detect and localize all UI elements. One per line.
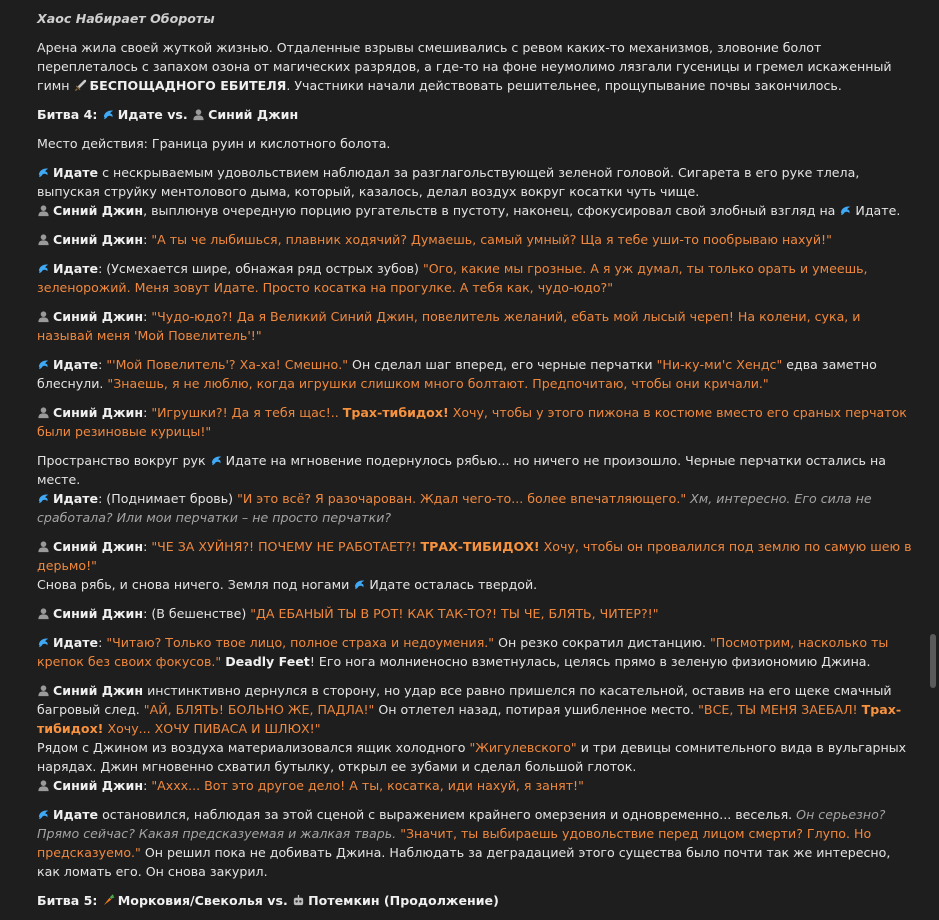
dialogue-quote: "Аххх... Вот это другое дело! А ты, косатка, иди нахуй, я занят!" bbox=[151, 778, 584, 793]
story-paragraph bbox=[37, 230, 915, 249]
narration-text: : (Поднимает бровь) bbox=[98, 491, 238, 506]
inner-thought: Хм, интересно. Его сила не сработала? Или мои перчатки – не просто перчатки? bbox=[37, 491, 872, 525]
narration-text: , выплюнув очередную порцию ругательств в пустоту, наконец, сфокусировал свой злобный взгляд на bbox=[143, 203, 840, 218]
narration-text: Место действия: Граница руин и кислотного болота. bbox=[37, 136, 391, 151]
bold-name: Идате bbox=[53, 357, 99, 372]
bold-name: Морковия/Свеколья vs. bbox=[117, 893, 293, 908]
bold-name: Синий Джин bbox=[208, 107, 299, 122]
bold-name: Битва 5: bbox=[37, 893, 102, 908]
person-icon bbox=[192, 107, 205, 120]
bold-name: Идате bbox=[53, 635, 99, 650]
bold-name: Синий Джин bbox=[53, 683, 144, 698]
dialogue-quote: Хочу, чтобы он провалился под землю по самую шею в дерьмо!" bbox=[37, 539, 912, 573]
narration-text: едва заметно блеснули. bbox=[37, 357, 877, 391]
dolphin-icon bbox=[102, 107, 115, 120]
dialogue-quote: Хочу, чтобы у этого пижона в костюме вместо его сраных перчаток были резиновые курицы!" bbox=[37, 405, 907, 439]
narration-text: Пространство вокруг рук bbox=[37, 453, 210, 468]
story-paragraph bbox=[37, 776, 915, 795]
narration-text: Хаос Набирает Обороты bbox=[37, 11, 215, 26]
bold-name: Синий Джин bbox=[53, 203, 144, 218]
narration-text: инстинктивно дернулся в сторону, но удар все равно пришелся по касательной, оставив на его щеке смачный багровый след. bbox=[37, 683, 892, 717]
person-icon bbox=[37, 203, 50, 216]
dolphin-icon bbox=[37, 635, 50, 648]
dolphin-icon bbox=[353, 577, 366, 590]
bold-name: Идате bbox=[53, 491, 99, 506]
bold-name: Идате bbox=[53, 261, 99, 276]
narration-text: Он отлетел назад, потирая ушибленное место. bbox=[374, 702, 699, 717]
bold-name: Синий Джин bbox=[53, 405, 144, 420]
dialogue-quote: "ВСЕ, ТЫ МЕНЯ ЗАЕБАЛ! bbox=[698, 702, 862, 717]
story-paragraph bbox=[37, 38, 915, 95]
dolphin-icon bbox=[37, 807, 50, 820]
story-paragraph bbox=[37, 451, 915, 489]
dolphin-icon bbox=[839, 203, 852, 216]
story-paragraph bbox=[37, 681, 915, 738]
story-paragraph bbox=[37, 738, 915, 776]
dialogue-quote: "Знаешь, я не люблю, когда игрушки слишком много болтают. Предпочитаю, чтобы они кричали." bbox=[107, 376, 769, 391]
scrollbar[interactable] bbox=[927, 0, 939, 816]
bold-name: БЕСПОЩАДНОГО ЕБИТЕЛЯ bbox=[89, 78, 287, 93]
bold-name: Идате vs. bbox=[117, 107, 193, 122]
spell-phrase: Трах-тибидох! bbox=[342, 405, 449, 420]
bold-name: Deadly Feet bbox=[225, 654, 310, 669]
dialogue-quote: "АЙ, БЛЯТЬ! БОЛЬНО ЖЕ, ПАДЛА!" bbox=[143, 702, 375, 717]
bold-name: Идате bbox=[53, 807, 99, 822]
spell-phrase: Трах-тибидох! bbox=[37, 702, 902, 736]
narration-text: Арена жила своей жуткой жизнью. Отдаленные взрывы смешивались с ревом каких-то механизмов, зловоние болот переплеталось с запахом озона от магических разрядов, а где-то на фоне неумолимо лязгали гусеницы и гремел искаженный гимн bbox=[37, 40, 892, 93]
narration-text: ! Его нога молниеносно взметнулась, целясь прямо в зеленую физиономию Джина. bbox=[309, 654, 871, 669]
narration-text: Рядом с Джином из воздуха материализовался ящик холодного bbox=[37, 740, 470, 755]
story-paragraph bbox=[37, 891, 915, 910]
dialogue-quote: Хочу... ХОЧУ ПИВАСА И ШЛЮХ!" bbox=[103, 721, 321, 736]
dialogue-quote: "'Мой Повелитель'? Ха-ха! Смешно." bbox=[106, 357, 349, 372]
narration-text: и три девицы сомнительного вида в вульгарных нарядах. Джин мгновенно схватил бутылку, открыл ее зубами и сделал большой глоток. bbox=[37, 740, 907, 774]
dialogue-quote: "А ты че лыбишься, плавник ходячий? Думаешь, самый умный? Ща я тебе уши-то пообрываю нахуй!" bbox=[151, 232, 832, 247]
dialogue-quote: "Жигулевского" bbox=[469, 740, 577, 755]
dialogue-quote: "ДА ЕБАНЫЙ ТЫ В РОТ! КАК ТАК-ТО?! ТЫ ЧЕ, БЛЯТЬ, ЧИТЕР?!" bbox=[250, 606, 659, 621]
sword-icon bbox=[74, 78, 87, 91]
spell-phrase: ТРАХ-ТИБИДОХ! bbox=[420, 539, 540, 554]
bold-name: Синий Джин bbox=[53, 232, 144, 247]
narration-text: : (В бешенстве) bbox=[143, 606, 251, 621]
narration-text: Идате на мгновение подернулось рябью... но ничего не произошло. Черные перчатки остались на месте. bbox=[37, 453, 886, 487]
story-paragraph bbox=[37, 355, 915, 393]
dolphin-icon bbox=[37, 357, 50, 370]
story-paragraph bbox=[37, 633, 915, 671]
narration-text: : bbox=[143, 405, 152, 420]
narration-text: с нескрываемым удовольствием наблюдал за разглагольствующей зеленой головой. Сигарета в его руке тлела, выпуская струйку ментолового дыма, который, казалось, делал воздух вокруг косатки чуть чище. bbox=[37, 165, 860, 199]
story-paragraph bbox=[37, 307, 915, 345]
story-paragraph bbox=[37, 575, 915, 594]
narration-text: Он резко сократил дистанцию. bbox=[494, 635, 710, 650]
person-icon bbox=[37, 232, 50, 245]
dialogue-quote: "Чудо-юдо?! Да я Великий Синий Джин, повелитель желаний, ебать мой лысый череп! На колени, сука, и называй меня 'Мой Повелитель'!" bbox=[37, 309, 861, 343]
story-paragraph bbox=[37, 134, 915, 153]
story-paragraph bbox=[37, 489, 915, 527]
dialogue-quote: "Ого, какие мы грозные. А я уж думал, ты только орать и умеешь, зеленорожий. Меня зовут Идате. Просто косатка на прогулке. А тебя как, чудо-юдо?" bbox=[37, 261, 868, 295]
person-icon bbox=[37, 778, 50, 791]
robot-icon bbox=[292, 893, 305, 906]
narration-text: Он решил пока не добивать Джина. Наблюдать за деградацией этого существа было почти так же интересно, как ломать его. Он снова закурил. bbox=[37, 845, 891, 879]
bold-name: Идате bbox=[53, 165, 99, 180]
dialogue-quote: "ЧЕ ЗА ХУЙНЯ?! ПОЧЕМУ НЕ РАБОТАЕТ?! bbox=[151, 539, 421, 554]
narration-text: : bbox=[143, 309, 152, 324]
dolphin-icon bbox=[37, 261, 50, 274]
bold-name: Синий Джин bbox=[53, 606, 144, 621]
bold-name: Синий Джин bbox=[53, 539, 144, 554]
story-paragraph bbox=[37, 105, 915, 124]
story-paragraph bbox=[37, 259, 915, 297]
narration-text: : bbox=[143, 539, 152, 554]
person-icon bbox=[37, 405, 50, 418]
person-icon bbox=[37, 309, 50, 322]
dolphin-icon bbox=[37, 165, 50, 178]
dolphin-icon bbox=[37, 491, 50, 504]
person-icon bbox=[37, 683, 50, 696]
narration-text: : bbox=[143, 778, 152, 793]
narration-text: : (Усмехается шире, обнажая ряд острых зубов) bbox=[98, 261, 423, 276]
bold-name: Синий Джин bbox=[53, 778, 144, 793]
bold-name: Потемкин (Продолжение) bbox=[308, 893, 499, 908]
dialogue-quote: "Ни-ку-ми'с Хендс" bbox=[656, 357, 783, 372]
scrollbar-thumb[interactable] bbox=[930, 634, 936, 688]
story-paragraph bbox=[37, 537, 915, 575]
dialogue-quote: "Посмотрим, насколько ты крепок без своих фокусов." bbox=[37, 635, 889, 669]
narration-text: Идате осталась твердой. bbox=[369, 577, 538, 592]
dialogue-quote: "Читаю? Только твое лицо, полное страха и недоумения." bbox=[106, 635, 495, 650]
narration-text: : bbox=[143, 232, 152, 247]
carrot-icon bbox=[102, 893, 115, 906]
narration-text: : bbox=[98, 357, 107, 372]
narration-text: Снова рябь, и снова ничего. Земля под ногами bbox=[37, 577, 354, 592]
narration-text: Идате. bbox=[855, 203, 901, 218]
dialogue-quote: "И это всё? Я разочарован. Ждал чего-то... более впечатляющего." bbox=[237, 491, 687, 506]
dolphin-icon bbox=[210, 453, 223, 466]
narration-text: : bbox=[98, 635, 107, 650]
story-text bbox=[37, 9, 915, 920]
person-icon bbox=[37, 539, 50, 552]
story-paragraph bbox=[37, 604, 915, 623]
section-heading bbox=[37, 9, 915, 28]
story-paragraph bbox=[37, 201, 915, 220]
dialogue-quote: "Значит, ты выбираешь удовольствие перед лицом смерти? Глупо. Но предсказуемо." bbox=[37, 826, 872, 860]
story-paragraph bbox=[37, 403, 915, 441]
person-icon bbox=[37, 606, 50, 619]
story-paragraph bbox=[37, 805, 915, 881]
narration-text: Он сделал шаг вперед, его черные перчатки bbox=[348, 357, 657, 372]
inner-thought: Он серьезно? Прямо сейчас? Какая предсказуемая и жалкая тварь. bbox=[37, 807, 886, 841]
bold-name: Битва 4: bbox=[37, 107, 102, 122]
narration-text: . Участники начали действовать решительнее, прощупывание почвы закончилось. bbox=[286, 78, 842, 93]
bold-name: Синий Джин bbox=[53, 309, 144, 324]
story-paragraph bbox=[37, 163, 915, 201]
narration-text: остановился, наблюдая за этой сценой с выражением крайнего омерзения и одновременно... веселья. bbox=[98, 807, 797, 822]
dialogue-quote: "Игрушки?! Да я тебя щас!.. bbox=[151, 405, 343, 420]
